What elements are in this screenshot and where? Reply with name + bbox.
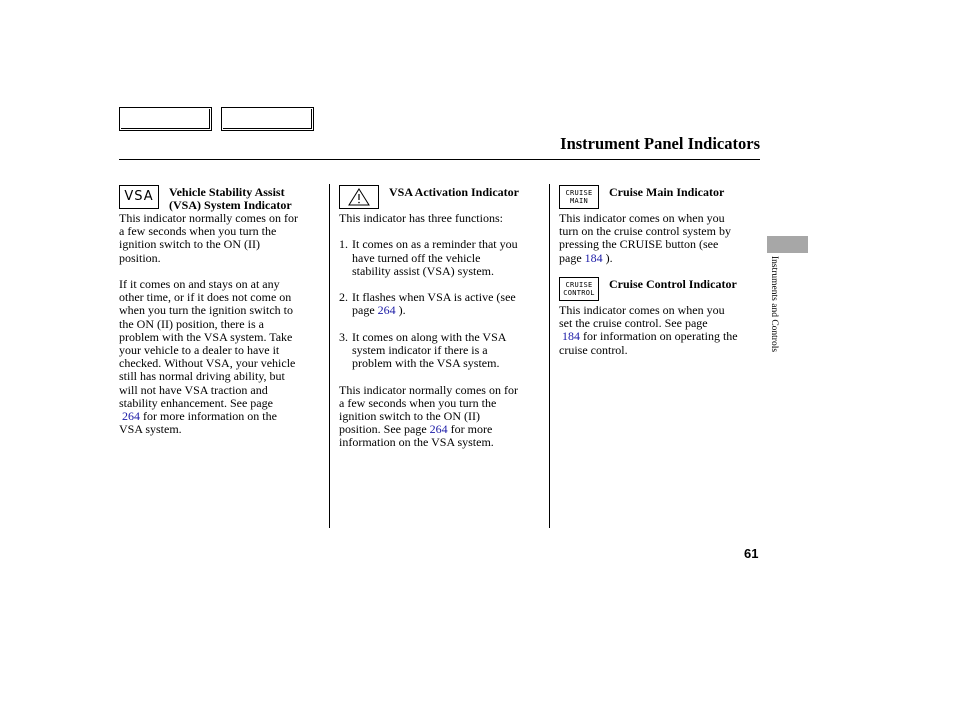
text-line: a few seconds when you turn the [119, 224, 277, 239]
text-line: cruise control. [559, 342, 628, 357]
cruise-control-body [559, 304, 764, 357]
text-line: other time, or if it does not come on [119, 290, 292, 305]
text-span: for information on operating the [580, 329, 738, 344]
text-line: ignition switch to the ON (II) [339, 408, 480, 423]
section-label-text: Instruments and Controls [769, 256, 779, 353]
page-number: 61 [744, 546, 759, 561]
text-line: This indicator has three functions: [339, 211, 503, 225]
text-line: This indicator normally comes on for [339, 382, 518, 397]
text-line: This indicator normally comes on for [119, 211, 298, 225]
vsa-activation-para [339, 384, 544, 450]
section-tab-marker [767, 236, 808, 253]
text-line: system indicator if there is a [352, 342, 488, 357]
text-line: when you turn the ignition switch to [119, 303, 293, 318]
text-line [559, 330, 764, 343]
text-line: pressing the CRUISE button (see [559, 237, 719, 252]
text-span: page [352, 303, 378, 318]
list-item [339, 238, 544, 278]
text-line: VSA system. [119, 422, 182, 437]
list-item [339, 331, 544, 371]
icon-text: MAIN [569, 197, 589, 205]
page-title: Instrument Panel Indicators [560, 134, 760, 153]
title-rule [119, 159, 760, 160]
text-span: ). [602, 250, 613, 265]
page-link-264[interactable]: 264 [377, 303, 396, 318]
text-line: position. [119, 250, 161, 265]
text-line: It comes on as a reminder that you [352, 237, 518, 252]
vsa-activation-heading: VSA Activation Indicator [389, 185, 520, 199]
vsa-system-body [119, 212, 324, 436]
cruise-main-icon [559, 185, 599, 209]
page-link-264[interactable]: 264 [122, 409, 140, 424]
text-line: your vehicle to a dealer to have it [119, 343, 280, 358]
list-number: 2. [339, 290, 348, 305]
text-line: It flashes when VSA is active (see [352, 290, 516, 305]
text-span: page [559, 250, 585, 265]
cruise-main-body [559, 212, 764, 265]
list-number: 3. [339, 329, 348, 344]
page-link-264[interactable]: 264 [429, 422, 448, 437]
text-line: information on the VSA system. [339, 435, 494, 450]
section-side-label [766, 256, 782, 386]
vsa-para2 [119, 278, 324, 436]
page-link-184[interactable]: 184 [562, 329, 580, 344]
page-link-184[interactable]: 184 [584, 250, 603, 265]
column-divider-2 [549, 184, 550, 528]
text-line: This indicator comes on when you [559, 303, 725, 317]
text-line: will not have VSA traction and [119, 382, 268, 397]
text-line: checked. Without VSA, your vehicle [119, 356, 296, 371]
text-line: problem with the VSA system. Take [119, 329, 293, 344]
warning-triangle-icon [339, 185, 379, 209]
text-span: ). [395, 303, 406, 318]
text-line: stability enhancement. See page [119, 395, 273, 410]
icon-text: CONTROL [563, 289, 595, 297]
text-span: position. See page [339, 422, 430, 437]
cruise-control-heading: Cruise Control Indicator [609, 277, 737, 291]
text-line: set the cruise control. See page [559, 316, 708, 331]
text-line: If it comes on and stays on at any [119, 277, 280, 291]
vsa-activation-body [339, 212, 544, 450]
column-divider-1 [329, 184, 330, 528]
cruise-control-icon [559, 277, 599, 301]
icon-text: CRUISE [565, 189, 593, 197]
list-item [339, 291, 544, 317]
text-line: have turned off the vehicle [352, 250, 481, 265]
text-line: a few seconds when you turn the [339, 395, 497, 410]
text-span: for more [447, 422, 493, 437]
header-tab-box-1 [119, 107, 212, 131]
text-line: turn on the cruise control system by [559, 224, 731, 239]
vsa-heading-line2: (VSA) System Indicator [169, 198, 292, 213]
list-number: 1. [339, 237, 348, 252]
vsa-para1 [119, 212, 324, 265]
text-span: for more information on the [140, 409, 277, 424]
text-line [559, 252, 764, 265]
vsa-icon: VSA [119, 185, 159, 209]
header-tab-box-2 [221, 107, 314, 131]
cruise-main-heading: Cruise Main Indicator [609, 185, 725, 199]
text-line: ignition switch to the ON (II) [119, 237, 260, 252]
text-line: still has normal driving ability, but [119, 369, 285, 384]
text-line: the ON (II) position, there is a [119, 316, 264, 331]
text-line: problem with the VSA system. [352, 356, 500, 371]
text-line: This indicator comes on when you [559, 211, 725, 225]
vsa-heading-line1: Vehicle Stability Assist [169, 185, 285, 199]
text-line: It comes on along with the VSA [352, 329, 507, 344]
text-line [352, 304, 544, 317]
text-line: stability assist (VSA) system. [352, 263, 495, 278]
icon-text: CRUISE [565, 281, 593, 289]
vsa-system-heading [169, 186, 292, 212]
